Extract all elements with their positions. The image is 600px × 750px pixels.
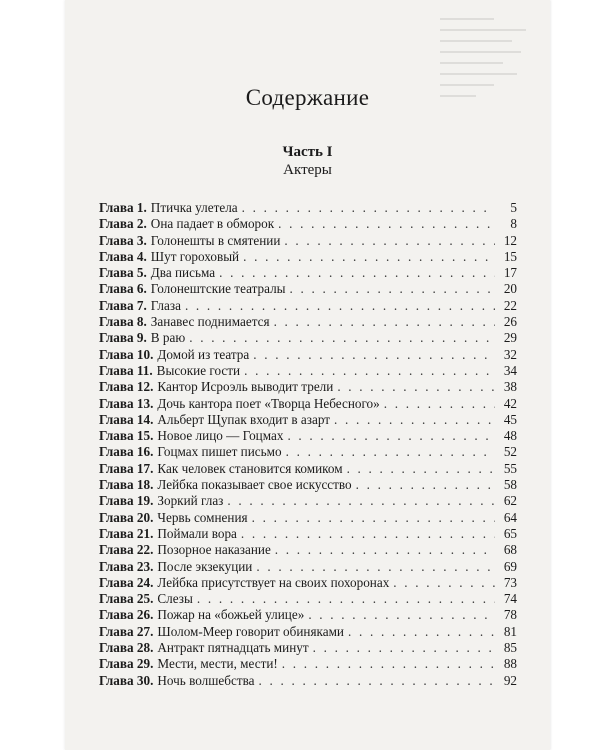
dot-leader [313, 640, 495, 656]
chapter-number: Глава 29. [99, 656, 154, 672]
page-number: 88 [503, 656, 517, 672]
toc-entry [99, 477, 517, 493]
chapter-title: Червь сомнения [157, 509, 248, 525]
chapter-title: Пожар на «божьей улице» [157, 607, 305, 623]
chapter-title: Альберт Щупак входит в азарт [157, 411, 331, 427]
toc-entry [99, 673, 517, 689]
page-number: 15 [503, 248, 517, 264]
chapter-title: В раю [150, 330, 186, 346]
part-label: Часть I [282, 144, 333, 160]
dot-leader [337, 379, 495, 395]
dot-leader [242, 200, 495, 216]
chapter-title: Птичка улетела [150, 200, 238, 215]
chapter-title: Шолом-Меер говорит обиняками [157, 623, 344, 639]
dot-leader [241, 526, 495, 542]
toc-entry [99, 412, 517, 428]
dot-leader [252, 510, 495, 526]
chapter-title: Домой из театра [157, 346, 250, 362]
dot-leader [259, 673, 496, 689]
chapter-number: Глава 5. [99, 265, 147, 281]
dot-leader [189, 330, 495, 346]
dot-leader [227, 493, 495, 509]
dot-leader [185, 298, 495, 314]
chapter-number: Глава 7. [99, 297, 147, 313]
toc-entry [99, 493, 517, 509]
dot-leader [308, 607, 495, 623]
toc-entry [99, 428, 517, 444]
chapter-title: После экзекуции [157, 558, 253, 574]
chapter-title: Лейбка показывает свое искусство [157, 477, 352, 493]
dot-leader [384, 396, 495, 412]
dot-leader [356, 477, 495, 493]
chapter-title: Позорное наказание [157, 542, 271, 558]
dot-leader [253, 347, 495, 363]
chapter-title: Гоцмах пишет письмо [157, 444, 282, 460]
page-number: 5 [510, 200, 517, 215]
dot-leader [282, 656, 495, 672]
page-number: 34 [503, 362, 517, 378]
page-number: 26 [503, 314, 517, 330]
dot-leader [278, 216, 495, 232]
dot-leader [244, 363, 495, 379]
dot-leader [243, 249, 495, 265]
chapter-title: Занавес поднимается [150, 314, 270, 330]
toc-entry [99, 265, 517, 281]
chapter-number: Глава 11. [99, 362, 153, 378]
chapter-title: Мести, мести, мести! [157, 656, 278, 672]
chapter-number: Глава 16. [99, 444, 154, 460]
chapter-title: Кантор Исроэль выводит трели [157, 379, 334, 395]
page-number: 38 [503, 379, 517, 395]
chapter-number: Глава 14. [99, 411, 154, 427]
chapter-number: Глава 19. [99, 493, 154, 509]
page-number: 58 [503, 477, 517, 493]
chapter-title: Дочь кантора поет «Творца Небесного» [157, 395, 380, 411]
page-number: 68 [503, 542, 517, 558]
toc-entry [99, 379, 517, 395]
page-number: 22 [503, 297, 517, 313]
page-number: 85 [503, 640, 517, 656]
chapter-title: Слезы [157, 591, 193, 607]
toc-entry [99, 656, 517, 672]
chapter-number: Глава 1. [99, 200, 147, 215]
show-through-text [440, 18, 530, 128]
part-subtitle: Актеры [283, 162, 332, 178]
toc-entry [99, 591, 517, 607]
chapter-title: Антракт пятнадцать минут [157, 640, 309, 656]
toc-entry [99, 640, 517, 656]
toc-entry [99, 607, 517, 623]
chapter-title: Зоркий глаз [157, 493, 224, 509]
page-number: 17 [503, 265, 517, 281]
page-number: 64 [503, 509, 517, 525]
chapter-number: Глава 10. [99, 346, 154, 362]
toc-entry [99, 559, 517, 575]
page-number: 29 [503, 330, 517, 346]
page-number: 78 [503, 607, 517, 623]
page-number: 42 [503, 395, 517, 411]
chapter-number: Глава 6. [99, 281, 147, 297]
toc-entry [99, 347, 517, 363]
page-number: 20 [503, 281, 517, 297]
toc-entry [99, 444, 517, 460]
page-number: 45 [503, 411, 517, 427]
book-page [65, 0, 550, 750]
dot-leader [348, 624, 495, 640]
chapter-number: Глава 12. [99, 379, 154, 395]
page-number: 74 [503, 591, 517, 607]
page-number: 55 [503, 460, 517, 476]
page-number: 69 [503, 558, 517, 574]
chapter-title: Голонештские театралы [150, 281, 286, 297]
chapter-title: Новое лицо — Гоцмах [157, 428, 284, 444]
page-number: 48 [503, 428, 517, 444]
chapter-number: Глава 27. [99, 623, 154, 639]
toc-entry [99, 314, 517, 330]
page-number: 73 [503, 574, 517, 590]
chapter-number: Глава 17. [99, 460, 154, 476]
table-of-contents [99, 200, 517, 689]
chapter-number: Глава 9. [99, 330, 147, 346]
toc-entry [99, 461, 517, 477]
dot-leader [290, 281, 495, 297]
dot-leader [256, 559, 495, 575]
page-number: 81 [503, 623, 517, 639]
chapter-number: Глава 4. [99, 248, 147, 264]
chapter-title: Как человек становится комиком [157, 460, 343, 476]
page-number: 65 [503, 525, 517, 541]
toc-entry [99, 542, 517, 558]
chapter-number: Глава 13. [99, 395, 154, 411]
chapter-number: Глава 30. [99, 672, 154, 688]
toc-entry [99, 624, 517, 640]
chapter-number: Глава 18. [99, 477, 154, 493]
toc-entry [99, 575, 517, 591]
dot-leader [275, 542, 495, 558]
chapter-number: Глава 22. [99, 542, 154, 558]
chapter-title: Лейбка присутствует на своих похоронах [157, 574, 390, 590]
chapter-number: Глава 25. [99, 591, 154, 607]
page-title: Содержание [245, 85, 370, 110]
chapter-number: Глава 20. [99, 509, 154, 525]
toc-entry [99, 330, 517, 346]
dot-leader [287, 428, 495, 444]
chapter-number: Глава 26. [99, 607, 154, 623]
dot-leader [286, 444, 495, 460]
toc-entry [99, 233, 517, 249]
toc-entry [99, 249, 517, 265]
page-number: 8 [510, 216, 517, 232]
page-number: 52 [503, 444, 517, 460]
toc-entry [99, 510, 517, 526]
dot-leader [334, 412, 495, 428]
dot-leader [219, 265, 495, 281]
toc-entry [99, 216, 517, 232]
page-number: 92 [503, 672, 517, 688]
chapter-number: Глава 24. [99, 574, 154, 590]
chapter-title: Глаза [150, 297, 181, 313]
toc-entry [99, 281, 517, 297]
dot-leader [393, 575, 495, 591]
dot-leader [274, 314, 495, 330]
dot-leader [284, 233, 495, 249]
chapter-number: Глава 28. [99, 640, 154, 656]
chapter-number: Глава 2. [99, 216, 147, 232]
toc-entry [99, 526, 517, 542]
page-number: 62 [503, 493, 517, 509]
page-number: 32 [503, 346, 517, 362]
chapter-number: Глава 23. [99, 558, 154, 574]
toc-entry [99, 298, 517, 314]
chapter-number: Глава 21. [99, 525, 154, 541]
page-number: 12 [503, 232, 517, 248]
chapter-title: Два письма [150, 265, 216, 281]
chapter-number: Глава 15. [99, 428, 154, 444]
chapter-title: Голонешты в смятении [150, 232, 281, 248]
chapter-number: Глава 3. [99, 232, 147, 248]
chapter-title: Поймали вора [157, 525, 237, 541]
toc-entry [99, 200, 517, 216]
dot-leader [197, 591, 495, 607]
chapter-title: Она падает в обморок [150, 216, 275, 232]
toc-entry [99, 363, 517, 379]
chapter-title: Ночь волшебства [157, 672, 255, 688]
dot-leader [347, 461, 495, 477]
toc-entry [99, 396, 517, 412]
chapter-number: Глава 8. [99, 314, 147, 330]
chapter-title: Высокие гости [156, 362, 241, 378]
chapter-title: Шут гороховый [150, 248, 240, 264]
